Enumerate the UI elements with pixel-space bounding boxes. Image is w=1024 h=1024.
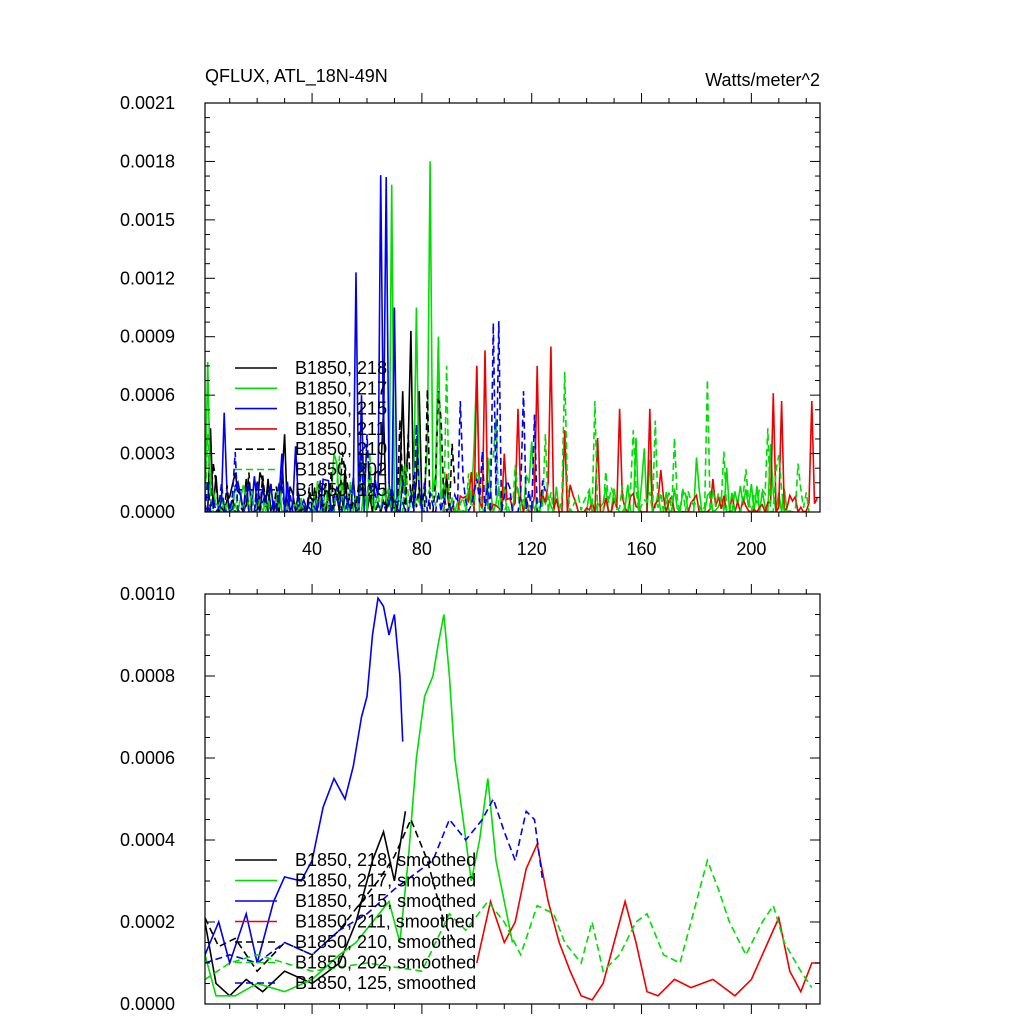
legend-label: B1850, 217 xyxy=(295,378,388,399)
series-line xyxy=(477,844,820,1000)
legend-label: B1850, 210, smoothed xyxy=(295,932,477,952)
top-legend xyxy=(235,358,387,500)
x-tick-label: 120 xyxy=(516,539,547,559)
x-tick-label: 200 xyxy=(736,539,767,559)
x-tick-label: 160 xyxy=(626,539,657,559)
y-tick-label: 0.0021 xyxy=(119,93,175,113)
legend-label: B1850, 218, smoothed xyxy=(295,850,477,870)
y-tick-label: 0.0010 xyxy=(119,584,175,604)
legend-label: B1850, 215, smoothed xyxy=(295,891,477,911)
y-tick-label: 0.0018 xyxy=(119,151,175,172)
legend-label: B1850, 125 xyxy=(295,479,388,500)
legend-label: B1850, 211, smoothed xyxy=(295,911,475,932)
y-tick-label: 0.0002 xyxy=(119,912,175,932)
y-tick-label: 0.0009 xyxy=(119,326,175,347)
units-label: Watts/meter^2 xyxy=(705,70,820,90)
y-tick-label: 0.0006 xyxy=(119,385,175,406)
legend-label: B1850, 217, smoothed xyxy=(295,870,477,891)
bottom-panel xyxy=(120,584,820,1014)
legend-label: B1850, 215 xyxy=(295,398,388,419)
bottom-legend xyxy=(235,850,476,993)
x-tick-label: 80 xyxy=(411,539,432,559)
y-tick-label: 0.0000 xyxy=(119,994,175,1014)
legend-label: B1850, 210 xyxy=(295,439,388,460)
y-tick-label: 0.0015 xyxy=(119,209,175,230)
legend-label: B1850, 202 xyxy=(295,459,388,480)
top-panel xyxy=(120,93,820,559)
y-tick-label: 0.0004 xyxy=(119,830,175,850)
legend-label: B1850, 202, smoothed xyxy=(295,952,477,973)
y-tick-label: 0.0003 xyxy=(119,443,175,464)
x-tick-label: 40 xyxy=(302,539,323,559)
y-tick-label: 0.0012 xyxy=(119,268,175,289)
legend-label: B1850, 125, smoothed xyxy=(295,973,477,993)
chart-title: QFLUX, ATL_18N-49N xyxy=(205,66,388,86)
legend-label: B1850, 211 xyxy=(295,418,386,439)
y-tick-label: 0.0006 xyxy=(119,748,175,768)
y-tick-label: 0.0008 xyxy=(119,666,175,686)
y-tick-label: 0.0000 xyxy=(119,502,175,522)
legend-label: B1850, 218 xyxy=(295,358,388,378)
